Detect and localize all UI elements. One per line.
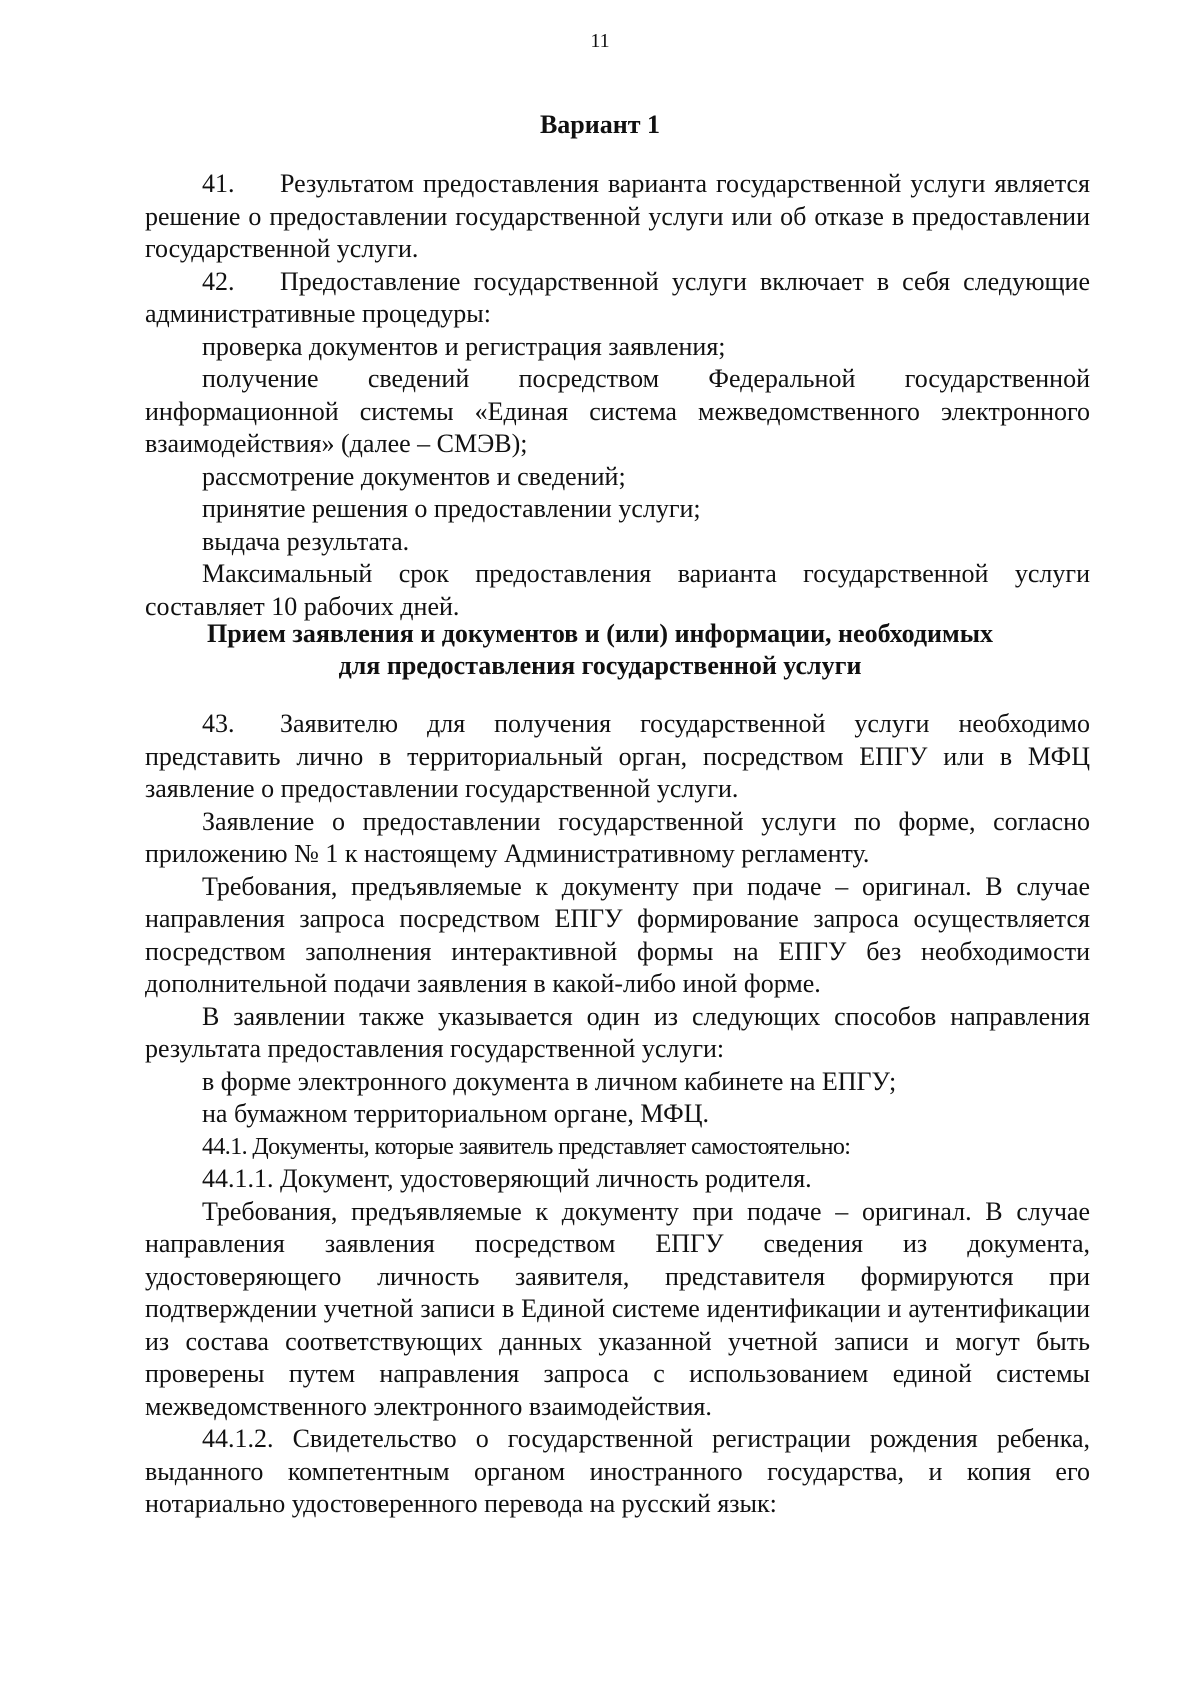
- requirements-paragraph-1: Требования, предъявляемые к документу при подаче – оригинал. В случае направления запроса посредством ЕПГУ формирование запроса осуществляется посредством заполнения интерактивной формы на ЕПГУ без необходимости дополнительной подачи заявления в какой-либо иной форме.: [145, 871, 1090, 998]
- max-term-paragraph: Максимальный срок предоставления варианта государственной услуги составляет 10 рабочих дней.: [145, 559, 1090, 621]
- paragraph-42: [145, 266, 1090, 331]
- delivery-option: на бумажном территориальном органе, МФЦ.: [202, 1099, 709, 1128]
- paragraph-41-number: 41.: [202, 169, 235, 198]
- procedure-item: выдача результата.: [202, 526, 410, 556]
- paragraph-41-text: Результатом предоставления варианта государственной услуги является решение о предоставлении государственной услуги или об отказе в предоставлении государственной услуги.: [145, 169, 1090, 263]
- section-1-body: [145, 168, 1090, 623]
- requirements-paragraph-2: Требования, предъявляемые к документу при подаче – оригинал. В случае направления заявления посредством ЕПГУ сведения из документа, удостоверяющего личность заявителя, представителя формируются при подтверждении учетной записи в Единой системе идентификации и аутентификации из состава соответствующих данных указанной учетной записи и могут быть проверены путем направления запроса с использованием единой системы межведомственного электронного взаимодействия.: [145, 1196, 1090, 1421]
- procedure-item: принятие решения о предоставлении услуги;: [202, 494, 701, 523]
- section-title-variant-1: Вариант 1: [539, 110, 661, 139]
- procedure-item: получение сведений посредством Федеральной государственной информационной системы «Единая система межведомственного электронного взаимодействия» (далее – СМЭВ);: [145, 364, 1090, 458]
- paragraph-42-number: 42.: [202, 266, 235, 296]
- paragraph-44-1: 44.1. Документы, которые заявитель представляет самостоятельно:: [202, 1133, 851, 1160]
- delivery-option: в форме электронного документа в личном кабинете на ЕПГУ;: [202, 1066, 897, 1096]
- section-2-body: [145, 708, 1090, 1521]
- section-title-reception: [0, 618, 1200, 682]
- paragraph-42-text: Предоставление государственной услуги включает в себя следующие административные процедуры:: [145, 266, 1090, 328]
- paragraph-43-text: Заявителю для получения государственной услуги необходимо представить лично в территориальный орган, посредством ЕПГУ или в МФЦ заявление о предоставлении государственной услуги.: [145, 709, 1090, 803]
- paragraph-43: [145, 708, 1090, 806]
- procedure-item: проверка документов и регистрация заявления;: [202, 331, 726, 361]
- paragraph-41: [145, 168, 1090, 266]
- section-title-line-1: Прием заявления и документов и (или) информации, необходимых: [206, 619, 993, 648]
- form-paragraph: Заявление о предоставлении государственной услуги по форме, согласно приложению № 1 к настоящему Административному регламенту.: [145, 806, 1090, 868]
- paragraph-43-number: 43.: [202, 709, 235, 738]
- paragraph-44-1-2: 44.1.2. Свидетельство о государственной регистрации рождения ребенка, выданного компетентным органом иностранного государства, и копия его нотариально удостоверенного перевода на русский язык:: [145, 1424, 1090, 1518]
- delivery-intro-paragraph: В заявлении также указывается один из следующих способов направления результата предоставления государственной услуги:: [145, 1001, 1090, 1063]
- section-title-line-2: для предоставления государственной услуги: [338, 651, 862, 680]
- paragraph-44-1-1: 44.1.1. Документ, удостоверяющий личность родителя.: [202, 1164, 812, 1193]
- page-number: 11: [590, 30, 610, 52]
- procedure-item: рассмотрение документов и сведений;: [202, 461, 626, 491]
